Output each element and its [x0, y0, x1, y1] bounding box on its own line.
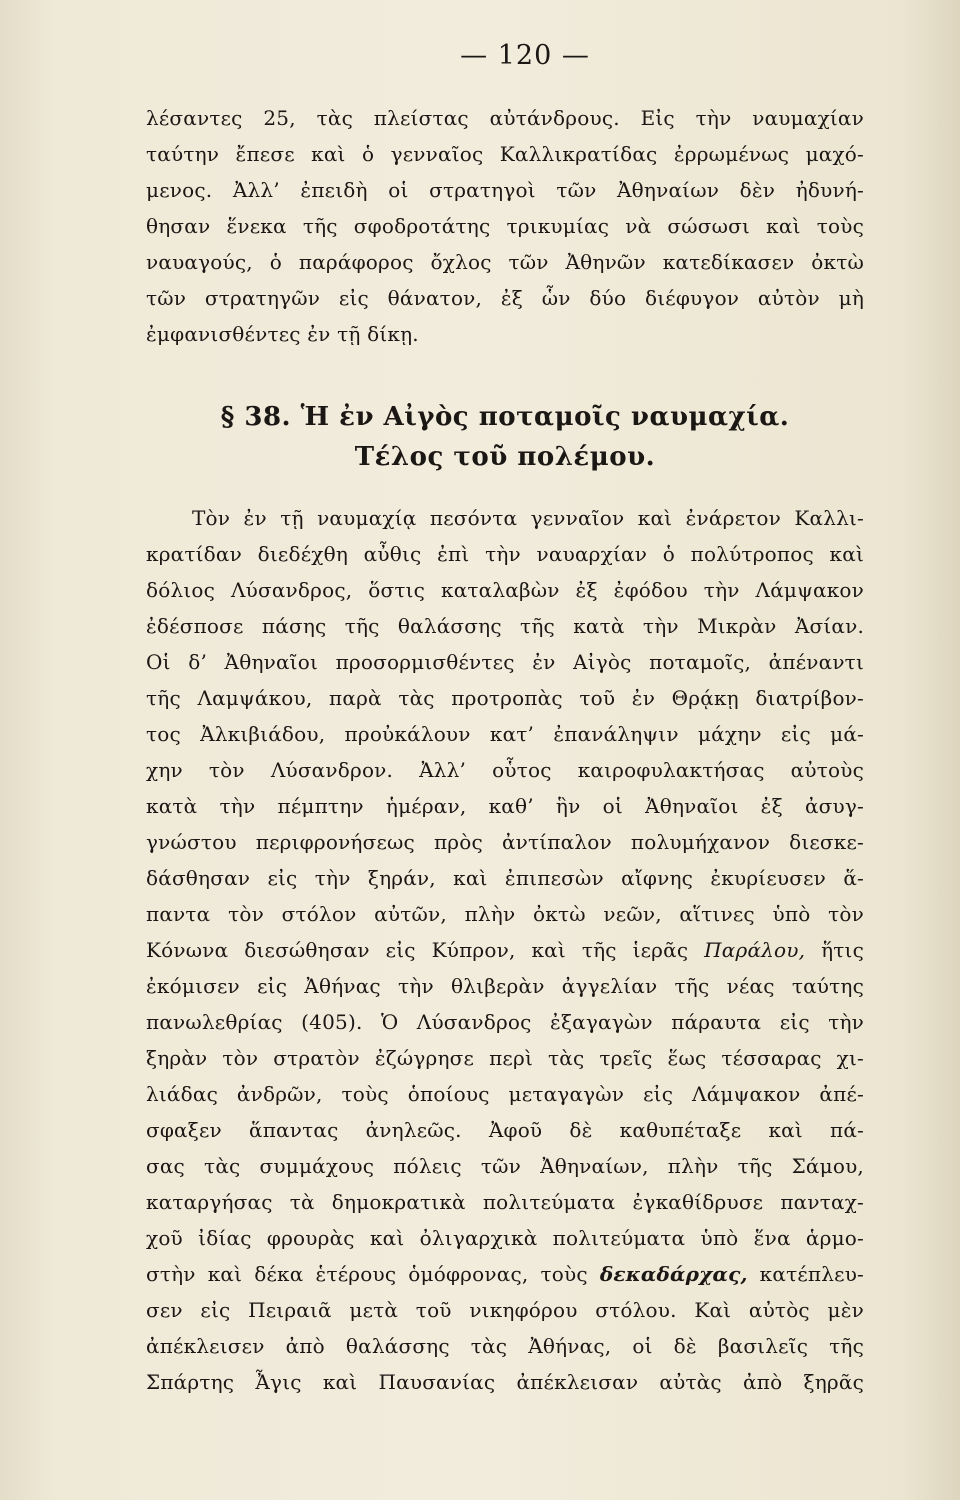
text-line: ἀπέκλεισεν ἀπὸ θαλάσσης τὰς Ἀθήνας, οἱ δὲ βασιλεῖς τῆς — [146, 1334, 864, 1358]
text-line: ταύτην ἔπεσε καὶ ὁ γενναῖος Καλλικρατίδας ἐρρωμένως μαχό- — [146, 142, 864, 166]
text-line: τος Ἀλκιβιάδου, προὐκάλουν κατ’ ἐπανάληψιν μάχην εἰς μά- — [146, 722, 864, 746]
text-line: πανωλεθρίας (405). Ὁ Λύσανδρος ἐξαγαγὼν πάραυτα εἰς τὴν — [146, 1010, 864, 1034]
text-line: λέσαντες 25, τὰς πλείστας αὐτάνδρους. Εἰς τὴν ναυμαχίαν — [146, 106, 864, 130]
text-line: χην τὸν Λύσανδρον. Ἀλλ’ οὗτος καιροφυλακτήσας αὐτοὺς — [146, 758, 864, 782]
text-line — [146, 932, 864, 968]
text-line: δάσθησαν εἰς τὴν ξηράν, καὶ ἐπιπεσὼν αἴφνης ἐκυρίευσεν ἅ- — [146, 866, 864, 890]
text-line: σας τὰς συμμάχους πόλεις τῶν Ἀθηναίων, πλὴν τῆς Σάμου, — [146, 1154, 864, 1178]
text-segment: στὴν καὶ δέκα ἑτέρους ὁμόφρονας, τοὺς — [146, 1262, 600, 1286]
text-line: τῆς Λαμψάκου, παρὰ τὰς προτροπὰς τοῦ ἐν Θρᾴκῃ διατρίβον- — [146, 686, 864, 710]
text-line: ἐκόμισεν εἰς Ἀθήνας τὴν θλιβερὰν ἀγγελίαν τῆς νέας ταύτης — [146, 974, 864, 998]
text-line: κρατίδαν διεδέχθη αὖθις ἐπὶ τὴν ναυαρχίαν ὁ πολύτροπος καὶ — [146, 542, 864, 566]
text-segment: Κόνωνα διεσώθησαν εἰς Κύπρον, καὶ τῆς ἱερᾶς — [146, 938, 705, 962]
text-line: παντα τὸν στόλον αὐτῶν, πλὴν ὀκτὼ νεῶν, αἵτινες ὑπὸ τὸν — [146, 902, 864, 926]
text-line: καταργήσας τὰ δημοκρατικὰ πολιτεύματα ἐγκαθίδρυσε πανταχ- — [146, 1190, 864, 1214]
text-line — [146, 1256, 864, 1292]
text-line: γνώστου περιφρονήσεως πρὸς ἀντίπαλον πολυμήχανον διεσκε- — [146, 830, 864, 854]
text-line: δόλιος Λύσανδρος, ὅστις καταλαβὼν ἐξ ἐφόδου τὴν Λάμψακον — [146, 578, 864, 602]
text-line: ναυαγούς, ὁ παράφορος ὄχλος τῶν Ἀθηνῶν κατεδίκασεν ὀκτὼ — [146, 250, 864, 274]
text-line: σεν εἰς Πειραιᾶ μετὰ τοῦ νικηφόρου στόλου. Καὶ αὐτὸς μὲν — [146, 1298, 864, 1322]
text-line: Σπάρτης Ἆγις καὶ Παυσανίας ἀπέκλεισαν αὐτὰς ἀπὸ ξηρᾶς — [146, 1370, 864, 1394]
text-line: ἐμφανισθέντες ἐν τῇ δίκῃ. — [146, 322, 419, 346]
page-number: — 120 — — [460, 40, 590, 71]
text-line: τῶν στρατηγῶν εἰς θάνατον, ἐξ ὧν δύο διέφυγον αὐτὸν μὴ — [146, 286, 864, 310]
text-line: σφαξεν ἅπαντας ἀνηλεῶς. Ἀφοῦ δὲ καθυπέταξε καὶ πά- — [146, 1118, 864, 1142]
text-line: κατὰ τὴν πέμπτην ἡμέραν, καθ’ ἣν οἱ Ἀθηναῖοι ἐξ ἀσυγ- — [146, 794, 864, 818]
text-line: μενος. Ἀλλ’ ἐπειδὴ οἱ στρατηγοὶ τῶν Ἀθηναίων δὲν ἠδυνή- — [146, 178, 864, 202]
text-line: χοῦ ἰδίας φρουρὰς καὶ ὀλιγαρχικὰ πολιτεύματα ὑπὸ ἕνα ἁρμο- — [146, 1226, 864, 1250]
text-line: θησαν ἕνεκα τῆς σφοδροτάτης τρικυμίας νὰ σώσωσι καὶ τοὺς — [146, 214, 864, 238]
section-heading: § 38. Ἡ ἐν Αἰγὸς ποταμοῖς ναυμαχία. — [220, 402, 790, 432]
ship-name-paralos: Παράλου, — [704, 938, 806, 962]
text-segment: ἥτις — [805, 938, 865, 962]
text-line: λιάδας ἀνδρῶν, τοὺς ὁποίους μεταγαγὼν εἰς Λάμψακον ἀπέ- — [146, 1082, 864, 1106]
paragraph-2 — [146, 500, 864, 1400]
text-line: ξηρὰν τὸν στρατὸν ἐζώγρησε περὶ τὰς τρεῖς ἕως τέσσαρας χι- — [146, 1046, 864, 1070]
paragraph-1 — [146, 100, 864, 352]
text-line: Τὸν ἐν τῇ ναυμαχίᾳ πεσόντα γενναῖον καὶ ἐνάρετον Καλλι- — [192, 506, 864, 530]
text-line: ἐδέσποσε πάσης τῆς θαλάσσης τῆς κατὰ τὴν Μικρὰν Ἀσίαν. — [146, 614, 864, 638]
term-dekadarchs: δεκαδάρχας, — [599, 1262, 748, 1286]
section-subheading: Τέλος τοῦ πολέμου. — [354, 442, 656, 472]
text-line: Οἱ δ’ Ἀθηναῖοι προσορμισθέντες ἐν Αἰγὸς ποταμοῖς, ἀπέναντι — [146, 650, 864, 674]
text-segment: κατέπλευ- — [747, 1262, 865, 1286]
